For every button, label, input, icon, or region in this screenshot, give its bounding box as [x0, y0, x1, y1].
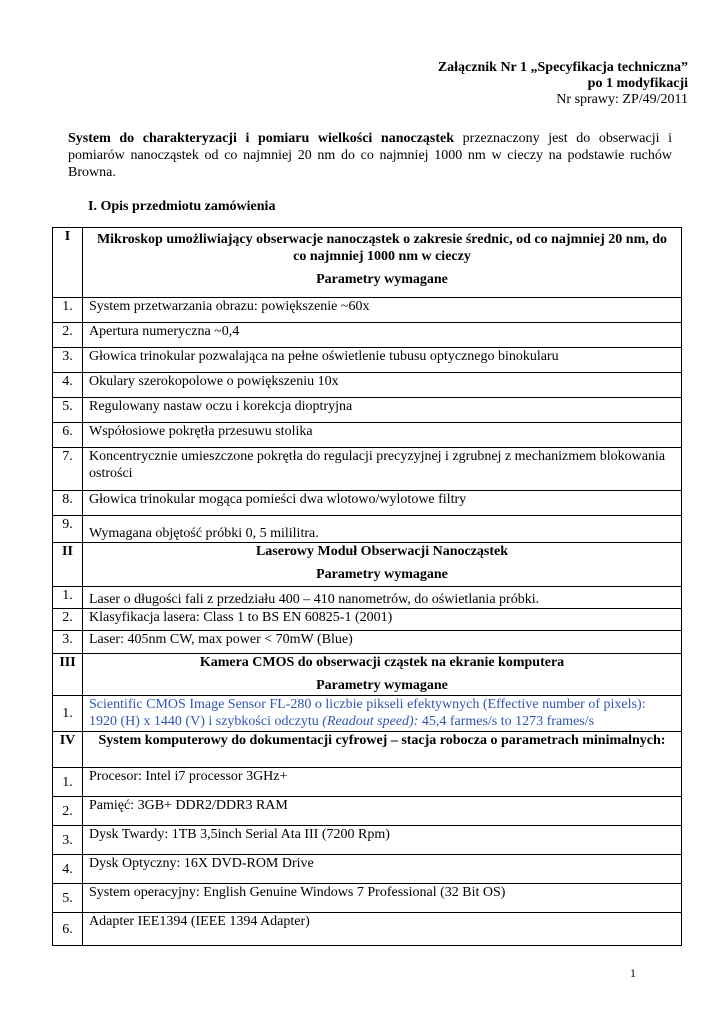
- camera-spec-text: Scientific CMOS Image Sensor FL-280 o liczbie pikseli efektywnych (Effective number of pixels): 1920 (H) x 1440 (V) i szybkości odczytu: [89, 697, 646, 729]
- row-text: Laser: 405nm CW, max power < 70mW (Blue): [83, 631, 682, 654]
- row-text: Okulary szerokopolowe o powiększeniu 10x: [83, 373, 682, 398]
- section-heading: [83, 543, 682, 587]
- section-title-text: Kamera CMOS do obserwacji cząstek na ekranie komputera: [199, 655, 565, 670]
- section-heading: [83, 228, 682, 298]
- row-number: 3.: [53, 826, 83, 855]
- table-row: [53, 913, 682, 946]
- section-number: IV: [53, 732, 83, 768]
- row-number: 4.: [53, 373, 83, 398]
- table-row: [53, 348, 682, 373]
- row-text: Koncentrycznie umieszczone pokrętła do regulacji precyzyjnej i zgrubnej z mechanizmem blokowania ostrości: [83, 448, 682, 491]
- intro-bold: System do charakteryzacji i pomiaru wielkości nanocząstek: [68, 131, 455, 146]
- section-number: I: [53, 228, 83, 298]
- intro-paragraph: [68, 130, 672, 181]
- table-row: [53, 631, 682, 654]
- section-heading: [83, 732, 682, 768]
- table-row: [53, 423, 682, 448]
- section-subtitle: Parametry wymagane: [316, 272, 448, 287]
- row-text: Procesor: Intel i7 processor 3GHz+: [83, 768, 682, 797]
- row-number: 5.: [53, 884, 83, 913]
- row-number: 2.: [53, 323, 83, 348]
- row-text: Współosiowe pokrętła przesuwu stolika: [83, 423, 682, 448]
- row-number: 6.: [53, 913, 83, 946]
- table-row: [53, 587, 682, 609]
- camera-spec-text-end: 45,4 farmes/s to 1273 frames/s: [418, 714, 595, 729]
- table-row: [53, 398, 682, 423]
- section-number: II: [53, 543, 83, 587]
- page-number: 1: [630, 966, 636, 980]
- row-number: 6.: [53, 423, 83, 448]
- row-number: 2.: [53, 609, 83, 631]
- section-title-text: Laserowy Moduł Obserwacji Nanocząstek: [255, 544, 509, 559]
- row-text: Dysk Optyczny: 16X DVD-ROM Drive: [83, 855, 682, 884]
- row-number: 3.: [53, 348, 83, 373]
- table-row: [53, 855, 682, 884]
- row-number: 1.: [53, 768, 83, 797]
- row-number: 2.: [53, 797, 83, 826]
- spec-table: [52, 227, 682, 946]
- section-header-row: [53, 654, 682, 696]
- case-number: Nr sprawy: ZP/49/2011: [556, 92, 688, 107]
- table-row: [53, 609, 682, 631]
- row-number: 7.: [53, 448, 83, 491]
- table-row: [53, 826, 682, 855]
- row-number: 1.: [53, 298, 83, 323]
- annex-title: Załącznik Nr 1 „Specyfikacja techniczna”: [437, 60, 688, 75]
- intro-text: przeznaczony jest do obserwacji i pomiarów nanocząstek od co najmniej 20 nm do co najmniej 1000 nm w cieczy na podstawie ruchów Browna.: [68, 131, 672, 180]
- row-number: 5.: [53, 398, 83, 423]
- table-row: [53, 884, 682, 913]
- row-text: Klasyfikacja lasera: Class 1 to BS EN 60825-1 (2001): [83, 609, 682, 631]
- table-row: [53, 768, 682, 797]
- row-text: [83, 696, 682, 732]
- document-header: [438, 60, 688, 108]
- table-row: [53, 516, 682, 543]
- row-text: Laser o długości fali z przedziału 400 – 410 nanometrów, do oświetlania próbki.: [83, 587, 682, 609]
- row-text: Regulowany nastaw oczu i korekcja dioptryjna: [83, 398, 682, 423]
- table-row: [53, 696, 682, 732]
- modification-note: po 1 modyfikacji: [587, 76, 688, 91]
- row-number: 9.: [53, 516, 83, 543]
- table-row: [53, 298, 682, 323]
- table-row: [53, 491, 682, 516]
- row-text: Adapter IEE1394 (IEEE 1394 Adapter): [83, 913, 682, 946]
- row-text: Apertura numeryczna ~0,4: [83, 323, 682, 348]
- section-number: III: [53, 654, 83, 696]
- row-number: 1.: [53, 587, 83, 609]
- section-subtitle: Parametry wymagane: [316, 567, 448, 582]
- row-text: Pamięć: 3GB+ DDR2/DDR3 RAM: [83, 797, 682, 826]
- section-subtitle: Parametry wymagane: [316, 678, 448, 693]
- row-text: Głowica trinokular pozwalająca na pełne oświetlenie tubusu optycznego binokularu: [83, 348, 682, 373]
- row-text: Głowica trinokular mogąca pomieści dwa wlotowo/wylotowe filtry: [83, 491, 682, 516]
- row-number: 3.: [53, 631, 83, 654]
- row-number: 1.: [53, 696, 83, 732]
- row-text: Wymagana objętość próbki 0, 5 mililitra.: [83, 516, 682, 543]
- table-row: [53, 797, 682, 826]
- section-title-text: Mikroskop umożliwiający obserwacje nanocząstek o zakresie średnic, od co najmniej 20 nm, do co najmniej 1000 nm w cieczy: [96, 232, 668, 264]
- row-text: System operacyjny: English Genuine Windows 7 Professional (32 Bit OS): [83, 884, 682, 913]
- section-title-text: System komputerowy do dokumentacji cyfrowej – stacja robocza o parametrach minimalnych:: [98, 733, 666, 748]
- table-row: [53, 373, 682, 398]
- section-title: I. Opis przedmiotu zamówienia: [88, 199, 276, 214]
- row-text: Dysk Twardy: 1TB 3,5inch Serial Ata III (7200 Rpm): [83, 826, 682, 855]
- table-row: [53, 323, 682, 348]
- section-header-row: [53, 543, 682, 587]
- section-header-row: [53, 228, 682, 298]
- camera-spec-italic: (Readout speed):: [322, 714, 419, 729]
- section-heading: [83, 654, 682, 696]
- row-number: 4.: [53, 855, 83, 884]
- table-row: [53, 448, 682, 491]
- row-number: 8.: [53, 491, 83, 516]
- section-header-row: [53, 732, 682, 768]
- row-text: System przetwarzania obrazu: powiększenie ~60x: [83, 298, 682, 323]
